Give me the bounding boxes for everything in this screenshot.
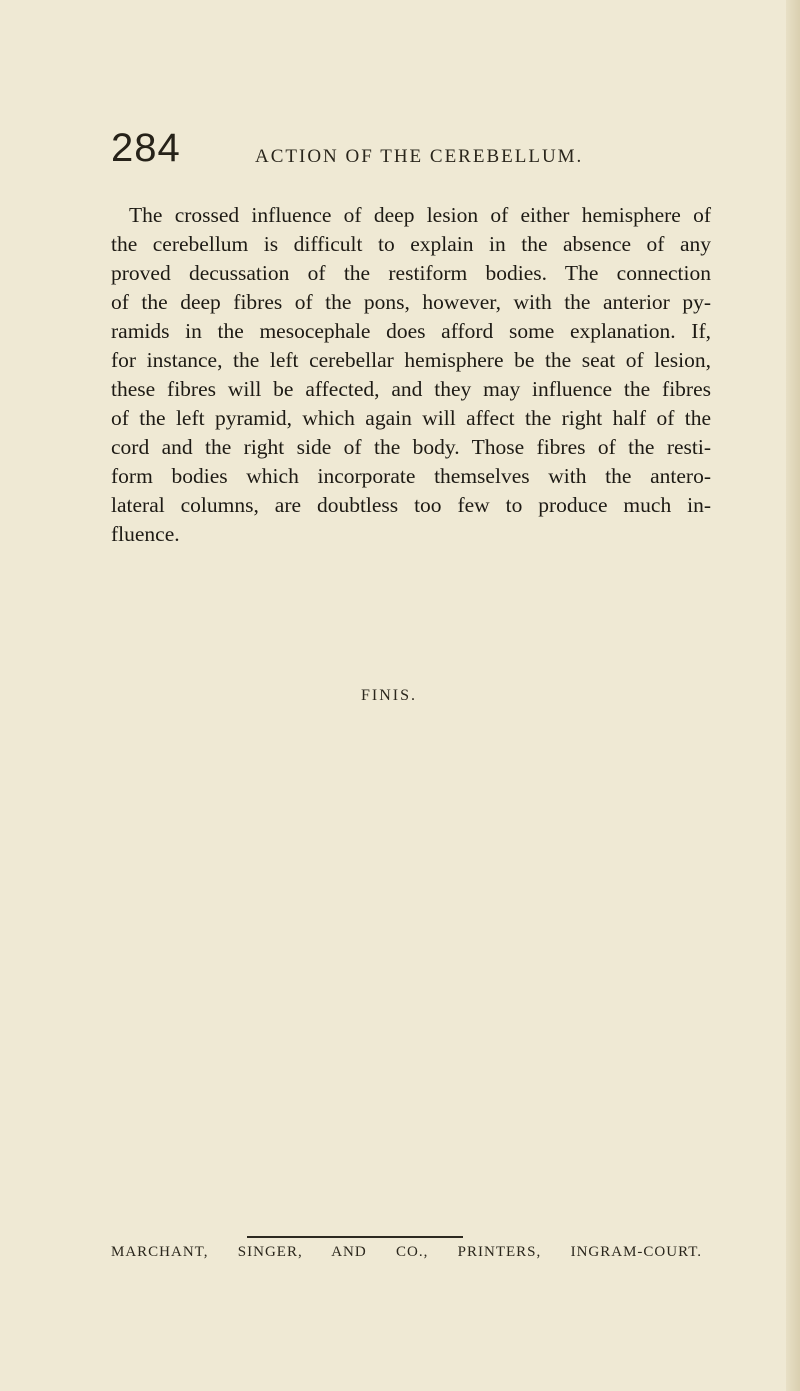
paragraph-line: ramids in the mesocephale does afford some explanation. If,	[111, 319, 711, 343]
paragraph-line: of the left pyramid, which again will affect the right half of the	[111, 406, 711, 430]
paragraph-line: form bodies which incorporate themselves with the antero-	[111, 464, 711, 488]
paragraph-line: The crossed influence of deep lesion of either hemisphere of	[129, 203, 711, 227]
paragraph-line: these fibres will be affected, and they may influence the fibres	[111, 377, 711, 401]
paragraph-line: fluence.	[111, 522, 180, 546]
printer-imprint: MARCHANT, SINGER, AND CO., PRINTERS, INGRAM-COURT.	[111, 1244, 702, 1260]
page-number: 284	[111, 126, 181, 170]
paragraph-line: the cerebellum is difficult to explain in the absence of any	[111, 232, 711, 256]
page-edge	[786, 0, 800, 1391]
paragraph-line: lateral columns, are doubtless too few to produce much in-	[111, 493, 711, 517]
body-paragraph	[111, 201, 711, 549]
running-head: ACTION OF THE CEREBELLUM.	[255, 146, 584, 167]
paragraph-line: cord and the right side of the body. Those fibres of the resti-	[111, 435, 711, 459]
paragraph-line: of the deep fibres of the pons, however, with the anterior py-	[111, 290, 711, 314]
paragraph-line: for instance, the left cerebellar hemisphere be the seat of lesion,	[111, 348, 711, 372]
finis-label: FINIS.	[361, 687, 418, 704]
imprint-divider	[247, 1236, 463, 1238]
paragraph-line: proved decussation of the restiform bodies. The connection	[111, 261, 711, 285]
